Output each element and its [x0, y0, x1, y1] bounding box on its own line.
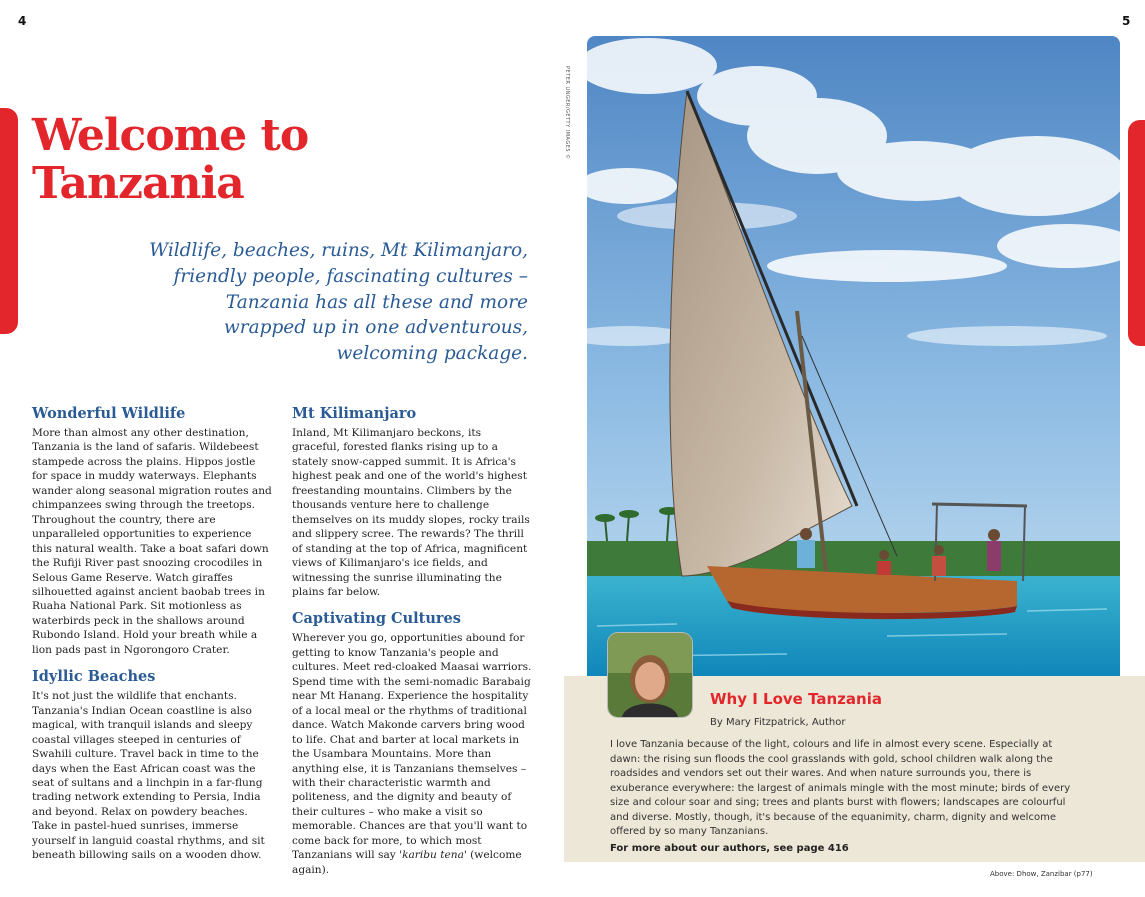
photo-caption: Above: Dhow, Zanzibar (p77)	[990, 870, 1093, 878]
intro-line: wrapped up in one adventurous,	[223, 317, 528, 339]
author-byline: By Mary Fitzpatrick, Author	[710, 717, 846, 728]
page-title	[32, 112, 552, 208]
page-number-left: 4	[18, 14, 27, 28]
section-heading-kilimanjaro: Mt Kilimanjaro	[292, 405, 417, 422]
chapter-tab-right	[1128, 120, 1145, 346]
title-line-2: Tanzania	[32, 158, 244, 209]
column-left	[32, 404, 272, 873]
cultures-text-start: Wherever you go, opportunities abound for getting to know Tanzania's people and cultures. Meet red-cloaked Maasai warriors. Spend time with the semi-nomadic Barabaig near Mt Hanang. Experience the hospitality of a local meal or the rhythms of traditional dance. Watch Makonde carvers bring wood to life. Chat and barter at local markets in the Usambara Mountains. More than anything else, it is Tanzanians themselves – with their characteristic warmth and politeness, and the dignity and beauty of their cultures – who make a visit so memorable. Chances are that you'll want to come back for more, to which most Tanzanians will say '	[292, 632, 532, 862]
section-body-kilimanjaro: Inland, Mt Kilimanjaro beckons, its graceful, forested flanks rising up to a stately snow-capped summit. It is Africa's highest peak and one of the world's highest freestanding mountains. Climbers by the thousands venture here to challenge themselves on its muddy slopes, rocky trails and slippery scree. The rewards? The thrill of standing at the top of Africa, magnificent views of Kilimanjaro's ice fields, and witnessing the sunrise illuminating the plains far below.	[292, 427, 530, 598]
column-right	[292, 404, 532, 887]
intro-text	[108, 238, 528, 367]
cultures-text-end: ' (welcome again).	[292, 849, 522, 876]
chapter-tab-left	[0, 108, 18, 334]
photo-credit: PETER UNGER/GETTY IMAGES ©	[564, 66, 570, 160]
section-heading-beaches: Idyllic Beaches	[32, 668, 156, 686]
why-body: I love Tanzania because of the light, colours and life in almost every scene. Especially at dawn: the rising sun floods the cool grasslands with gold, school children walk along the roadsides and vendors set out their wares. And when nature surrounds you, there is exuberance everywhere: the largest of animals mingle with the most minute; birds of every size and colour soar and sing; trees and plants burst with flowers; landscapes are colourful and diverse. Mostly, though, it's because of the equanimity, charm, dignity and welcome offered by so many Tanzanians.	[610, 739, 1071, 837]
section-heading-cultures: Captivating Cultures	[292, 610, 461, 628]
intro-line: welcoming package.	[336, 343, 528, 365]
section-body-beaches: It's not just the wildlife that enchants. Tanzania's Indian Ocean coastline is also magical, with tranquil islands and sleepy coastal villages steeped in centuries of Swahili culture. Travel back in time to the days when the East African coast was the seat of sultans and a linchpin in a far-flung trading network extending to Persia, India and beyond. Relax on powdery beaches. Take in pastel-hued sunrises, immerse yourself in languid coastal rhythms, and sit beneath billowing sails on a wooden dhow.	[32, 690, 265, 862]
more-authors-link: For more about our authors, see page 416	[610, 843, 849, 854]
section-body-wildlife: More than almost any other destination, Tanzania is the land of safaris. Wildebeest stampede across the plains. Hippos jostle for space in muddy waterways. Elephants wander along seasonal migration routes and chimpanzees swing through the treetops. Throughout the country, there are unparalleled opportunities to experience this natural wealth. Take a boat safari down the Rufiji River past snoozing crocodiles in Selous Game Reserve. Watch giraffes silhouetted against ancient baobab trees in Ruaha National Park. Sit motionless as waterbirds peck in the shallows around Rubondo Island. Hold your breath while a lion pads past in Ngorongoro Crater.	[32, 427, 272, 656]
dhow-photo	[587, 36, 1120, 676]
intro-line: Tanzania has all these and more	[225, 291, 528, 313]
intro-line: friendly people, fascinating cultures –	[173, 265, 528, 287]
intro-line: Wildlife, beaches, ruins, Mt Kilimanjaro,	[149, 240, 528, 261]
section-heading-wildlife: Wonderful Wildlife	[32, 405, 186, 422]
why-title: Why I Love Tanzania	[710, 690, 882, 708]
cultures-text-swahili: karibu tena	[402, 849, 464, 862]
title-line-1: Welcome to	[32, 110, 309, 161]
section-body-cultures	[292, 631, 532, 877]
author-avatar	[608, 633, 692, 717]
page-number-right: 5	[1122, 14, 1131, 28]
